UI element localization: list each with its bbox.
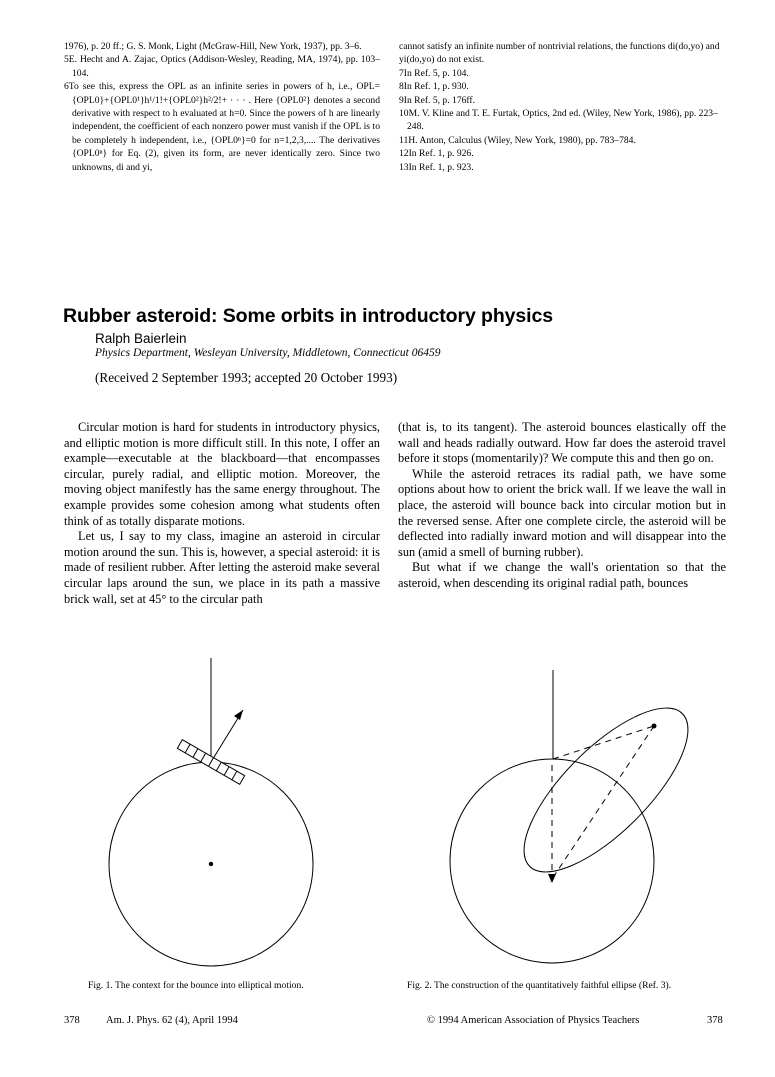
construction-line [553, 726, 654, 759]
footnotes-left [64, 40, 380, 174]
figure-2-diagram [430, 650, 690, 970]
article-title: Rubber asteroid: Some orbits in introductory physics [63, 305, 553, 327]
page-number-left: 378 [64, 1015, 80, 1026]
footnote: 6To see this, express the OPL as an infinite series in powers of h, i.e., OPL={OPL0}+{OPL0¹}h¹/1!+{OPL0²}h²/2!+ · · · . Here {OPL0²} denotes a second derivative with respect to h evaluated at h=0. Since the powers of h are linearly independent, the coefficient of each nonzero power must vanish if the OPL is to be completely h independent, i.e., {OPL0ⁿ}=0 for n=1,2,3,.... The derivatives {OPL0ⁿ} for Eq. (2), given its form, are never identically zero. Since two unknowns, di and yi, [64, 81, 380, 173]
focus-dot [652, 724, 657, 729]
footnote: 7In Ref. 5, p. 104. [399, 67, 469, 79]
author-name: Ralph Baierlein [95, 331, 187, 346]
footnote: 1976), p. 20 ff.; G. S. Monk, Light (McGraw-Hill, New York, 1937), pp. 3–6. [64, 41, 362, 52]
footnote: cannot satisfy an infinite number of nontrivial relations, the functions di(do,yo) and yi(do,yo) do not exist. [399, 41, 720, 66]
arrowhead-icon [548, 874, 556, 883]
footnotes-right [399, 40, 729, 174]
copyright-notice: © 1994 American Association of Physics Teachers [427, 1015, 640, 1026]
figure-1-caption: Fig. 1. The context for the bounce into elliptical motion. [88, 980, 304, 991]
elliptical-orbit [500, 684, 690, 896]
page-number-right: 378 [707, 1015, 723, 1026]
paragraph: (that is, to its tangent). The asteroid bounces elastically off the wall and heads radially outward. How far does the asteroid travel before it stops (momentarily)? We compute this and then go on. [398, 420, 726, 466]
footnote: 13In Ref. 1, p. 923. [399, 161, 474, 173]
paragraph: Let us, I say to my class, imagine an asteroid in circular motion around the sun. This is, however, a special asteroid: it is made of resilient rubber. After letting the asteroid make several circular laps around the sun, we place in its path a massive brick wall, set at 45° to the circular path [64, 529, 380, 606]
body-column-left [64, 420, 380, 607]
footnote: 9In Ref. 5, p. 176ff. [399, 94, 476, 106]
figure-1-diagram [95, 650, 345, 970]
paragraph: While the asteroid retraces its radial path, we have some options about how to orient the brick wall. If we leave the wall in place, the asteroid will bounce back into circular motion but in the reversed sense. After one complete circle, the asteroid will be deflected into radially inward motion and will disappear into the sun (amid a smell of burning rubber). [398, 466, 726, 559]
footnote: 11H. Anton, Calculus (Wiley, New York, 1980), pp. 783–784. [399, 134, 636, 146]
sun-dot [209, 862, 213, 866]
footnote: 10M. V. Kline and T. E. Furtak, Optics, 2nd ed. (Wiley, New York, 1986), pp. 223–248. [399, 108, 718, 133]
footnote: 8In Ref. 1, p. 930. [399, 81, 469, 93]
paragraph: Circular motion is hard for students in introductory physics, and elliptic motion is more difficult still. In this note, I offer an example—executable at the blackboard—that encompasses circular, purely radial, and elliptic motion. Moreover, the moving object manifestly has the same energy throughout. The example provides some cohesion among what students often think of as totally disparate motions. [64, 420, 380, 528]
body-column-right [398, 420, 726, 592]
received-dates: (Received 2 September 1993; accepted 20 October 1993) [95, 370, 398, 385]
arrowhead-icon [234, 710, 243, 720]
paragraph: But what if we change the wall's orientation so that the asteroid, when descending its original radial path, bounces [398, 560, 726, 590]
footnote: 12In Ref. 1, p. 926. [399, 148, 474, 160]
figure-2-caption: Fig. 2. The construction of the quantitatively faithful ellipse (Ref. 3). [407, 980, 672, 991]
construction-line [550, 726, 654, 882]
journal-citation: Am. J. Phys. 62 (4), April 1994 [106, 1015, 238, 1026]
author-affiliation: Physics Department, Wesleyan University, Middletown, Connecticut 06459 [95, 347, 441, 359]
footnote: 5E. Hecht and A. Zajac, Optics (Addison-Wesley, Reading, MA, 1974), pp. 103–104. [64, 54, 380, 79]
